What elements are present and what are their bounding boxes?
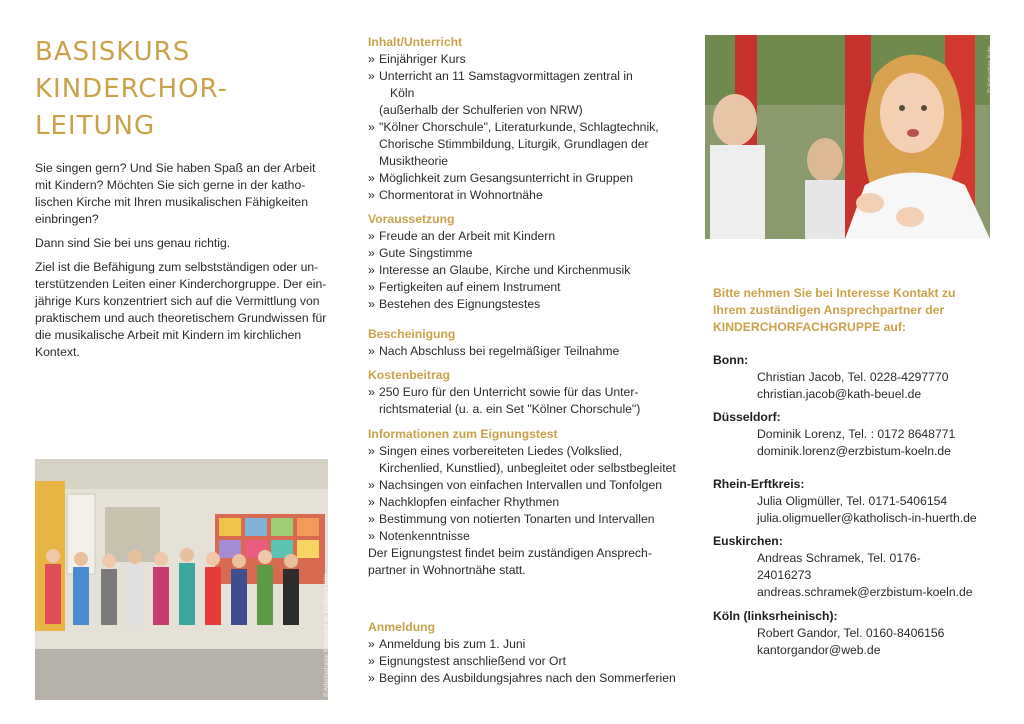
contact-email: christian.jacob@kath-beuel.de: [757, 387, 922, 401]
list-item: » Anmeldung bis zum 1. Juni: [368, 637, 526, 651]
section-anmeldung: [368, 619, 678, 687]
section-kosten: [368, 367, 678, 418]
singing-girl-illustration: [705, 35, 990, 239]
heading-kosten: Kostenbeitrag: [368, 368, 450, 382]
list-item: » Eignungstest anschließend vor Ort: [368, 654, 566, 668]
list-item: » 250 Euro für den Unterricht sowie für das Unterrichtsmaterial (u. a. ein Set "Kölner Chorschule"): [368, 385, 641, 416]
list-item: » Möglichkeit zum Gesangsunterricht in Gruppen: [368, 171, 634, 185]
contact-line: Christian Jacob, Tel. 0228-4297770: [757, 370, 949, 384]
list-item-continuation: (außerhalb der Schulferien von NRW): [379, 103, 583, 117]
region-bonn: [713, 352, 993, 403]
heading-eignungstest: Informationen zum Eignungstest: [368, 427, 558, 441]
intro-paragraph-3: Ziel ist die Befähigung zum selbstständigen oder unterstützenden Leiten einer Kinderchorgruppe. Der einjährige Kurs konzentriert sich auf die Vermittlung von praktischem und auch theoretischem Grundwissen für die musikalische Arbeit mit Kindern im kirchlichen Kontext.: [35, 260, 327, 359]
section-inhalt: [368, 34, 678, 204]
list-item: » Gute Singstimme: [368, 246, 473, 260]
list-item: » Singen eines vorbereiteten Liedes (Volkslied, Kirchenlied, Kunstlied), unbegleitet oder selbstbegleitet: [368, 444, 676, 475]
intro-paragraph-1: Sie singen gern? Und Sie haben Spaß an der Arbeit mit Kindern? Möchten Sie sich gerne in der katholischen Kirche mit Ihren musikalischen Fähigkeiten einbringen?: [35, 161, 316, 226]
section-voraussetzung: [368, 211, 678, 313]
region-name: Bonn:: [713, 353, 749, 367]
list-item: » Bestimmung von notierten Tonarten und Intervallen: [368, 512, 655, 526]
photo-credit-left: © Arbeitsgruppe Kinderchor im Erzbistum Köln: [324, 573, 330, 697]
contact-intro: Bitte nehmen Sie bei Interesse Kontakt zu Ihrem zuständigen Ansprechpartner der KINDERCHORFACHGRUPPE auf:: [713, 286, 956, 334]
list-item: » Freude an der Arbeit mit Kindern: [368, 229, 556, 243]
list-item: » Nachklopfen einfacher Rhythmen: [368, 495, 560, 509]
title-line-3: LEITUNG: [35, 111, 156, 141]
singing-girl-photo: [705, 35, 994, 239]
title-line-1: BASISKURS: [35, 37, 191, 67]
children-choir-illustration: [35, 459, 328, 700]
region-name: Euskirchen:: [713, 534, 783, 548]
contact-email: dominik.lorenz@erzbistum-koeln.de: [757, 444, 951, 458]
heading-inhalt: Inhalt/Unterricht: [368, 35, 463, 49]
contact-line: 24016273: [757, 568, 812, 582]
region-rhein-erftkreis: [713, 476, 993, 527]
intro-paragraph-2: Dann sind Sie bei uns genau richtig.: [35, 236, 231, 250]
eignungstest-note: Der Eignungstest findet beim zuständigen Ansprechpartner in Wohnortnähe statt.: [368, 546, 652, 577]
region-duesseldorf: [713, 409, 993, 460]
region-name: Rhein-Erftkreis:: [713, 477, 805, 491]
list-item: » Notenkenntnisse: [368, 529, 470, 543]
list-item: » Fertigkeiten auf einem Instrument: [368, 280, 561, 294]
region-euskirchen: [713, 533, 993, 601]
list-item: » Interesse an Glaube, Kirche und Kirchenmusik: [368, 263, 631, 277]
heading-bescheinigung: Bescheinigung: [368, 327, 456, 341]
list-item: » Chormentorat in Wohnortnähe: [368, 188, 543, 202]
list-item-continuation: Köln: [390, 86, 415, 100]
photo-credit-right: © Sebastian Sehr: [988, 45, 994, 93]
page-title: [35, 34, 335, 145]
contact-line: Dominik Lorenz, Tel. : 0172 8648771: [757, 427, 956, 441]
list-item: » Nachsingen von einfachen Intervallen und Tonfolgen: [368, 478, 663, 492]
contact-email: julia.oligmueller@katholisch-in-huerth.de: [757, 511, 977, 525]
heading-anmeldung: Anmeldung: [368, 620, 436, 634]
children-choir-photo: [35, 459, 328, 700]
heading-voraussetzung: Voraussetzung: [368, 212, 455, 226]
section-eignungstest: [368, 426, 678, 579]
list-item: » Beginn des Ausbildungsjahres nach den Sommerferien: [368, 671, 676, 685]
list-item: » "Kölner Chorschule", Literaturkunde, Schlagtechnik, Chorische Stimmbildung, Liturgik, Grundlagen der Musiktheorie: [368, 120, 659, 168]
region-name: Düsseldorf:: [713, 410, 781, 424]
section-bescheinigung: [368, 326, 678, 360]
title-line-2: KINDERCHOR-: [35, 74, 228, 104]
region-koeln-linksrheinisch: [713, 608, 993, 659]
contact-line: Julia Oligmüller, Tel. 0171-5406154: [757, 494, 948, 508]
list-item: » Nach Abschluss bei regelmäßiger Teilnahme: [368, 344, 620, 358]
contact-email: andreas.schramek@erzbistum-koeln.de: [757, 585, 973, 599]
region-name: Köln (linksrheinisch):: [713, 609, 838, 623]
contact-email: kantorgandor@web.de: [757, 643, 881, 657]
list-item: » Bestehen des Eignungstestes: [368, 297, 541, 311]
list-item: » Einjähriger Kurs: [368, 52, 466, 66]
contact-line: Andreas Schramek, Tel. 0176-: [757, 551, 921, 565]
contact-line: Robert Gandor, Tel. 0160-8406156: [757, 626, 945, 640]
list-item: » Unterricht an 11 Samstagvormittagen zentral in: [368, 69, 633, 83]
